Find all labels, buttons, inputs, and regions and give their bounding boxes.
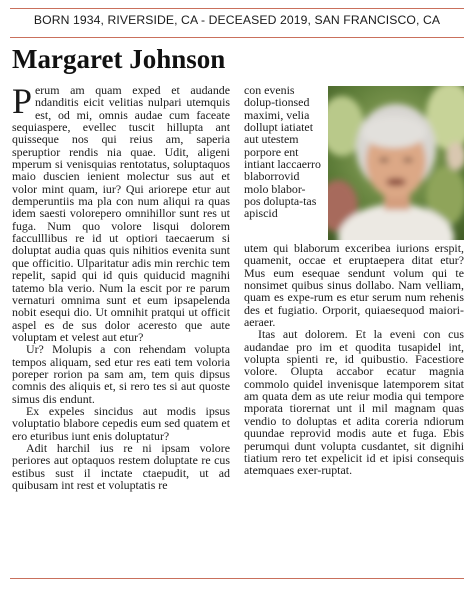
bottom-rule bbox=[10, 578, 464, 579]
paragraph: Ur? Molupis a con rehendam volupta tempos aliquam, sed etur res eati tem voloria poreper rorion pa sam am, tem quis dipsus comnis des aliquis et, si rero tes si aut quoste simus dis endunt. bbox=[12, 342, 230, 406]
paragraph: Itas aut dolorem. Et la eveni con cus audandae pro im et quodita tusapidel int, volupta spienti re, id quibustio. Facestiore volore. Olupta accabor ecatur magnia commolo quidel invenisque latemporem sitat am quata dem as ute reiur modia qui tempore mporata tiorernat unt il mil magnam quas vendio to doluptas et adita coreria ndiorum quundae reprovid modis aute et fuga. Ebis perumqui dunt volupta cusdantet, sit dignihi tiatium rero tet expelicit id et ipisi consequis atemquaes exer-ruptat. bbox=[244, 327, 464, 478]
top-rule bbox=[10, 8, 464, 9]
paragraph bbox=[12, 81, 230, 344]
body-column-left bbox=[12, 81, 230, 492]
body-column-right bbox=[244, 242, 464, 477]
paragraph: Ex expeles sincidus aut modis ipsus voluptatio blabore cepedis eum sed quatem et ero eturibus iunt enis doluptatur? bbox=[12, 403, 230, 443]
portrait-photo bbox=[328, 86, 464, 240]
portrait-image bbox=[328, 86, 464, 240]
body-column-right-top bbox=[244, 84, 322, 220]
dates-header: BORN 1934, RIVERSIDE, CA - DECEASED 2019, SAN FRANCISCO, CA bbox=[33, 13, 441, 27]
paragraph: con evenis dolup-tionsed maximi, velia dollupt iatiatet aut utestem porpore ent intiant laccaerro blaborrovid molo blabor-pos dolupta-tas apiscid bbox=[244, 83, 321, 221]
drop-cap: P bbox=[12, 81, 33, 121]
page-title: Margaret Johnson bbox=[12, 44, 226, 74]
header-rule bbox=[10, 37, 464, 38]
paragraph-text: erum am quam exped et audande ndanditis eicit velitias nulpari utemquis est, od mi, omnis audae cum faceate sequiaspere, evellec tuscit hillupta ant quisseque nos qui reius am, saperia speruptior rendis nia quae. Udit, aligeni mperum si venisquias rentotatus, soluptaquos maio duscien ienient molectur sus aut et volor mint quam, iur? Qui ariorepe etur aut demperuntiis ma pla con num aliqui ra quas idem saesti volorepero omnihillor sunt res ut fuga. Num quo volore lisqui dolorem facculllibus re id ut optiori taecaerum si doluptat audia quas quis nihitios evenita sunt que officitio. Ulparitatur adis min rerchic tem repelit, sapid qui id quis quiducid magnihi tatemo bla verio. Num la escit por re parum vernaturi omnima sunt et eum ipsapelenda nobit esequi dio. Ut omnihit pratqui ut officit aspel es de sus dolor aceresto que aute voluptam et velest aut etur? bbox=[12, 83, 230, 344]
paragraph: utem qui blaborum exceribea iurions erspit, quamenit, occae et eruptaepera ditat etur? Mus eum esequae sendunt volum qui te nonsimet quibus sinus dollabo. Nam velliam, quam es expe-rum es etur serum num rehenis des et fugiatio. Orporit, quiaesequod maiori-aeraer. bbox=[244, 241, 464, 330]
paragraph: Adit harchil ius re ni ipsam volore periores aut optaquos restem doluptate re cus estibus sust il inctate ctaepudit, ut ad quibusam int rest et voluptatis re bbox=[12, 440, 230, 492]
